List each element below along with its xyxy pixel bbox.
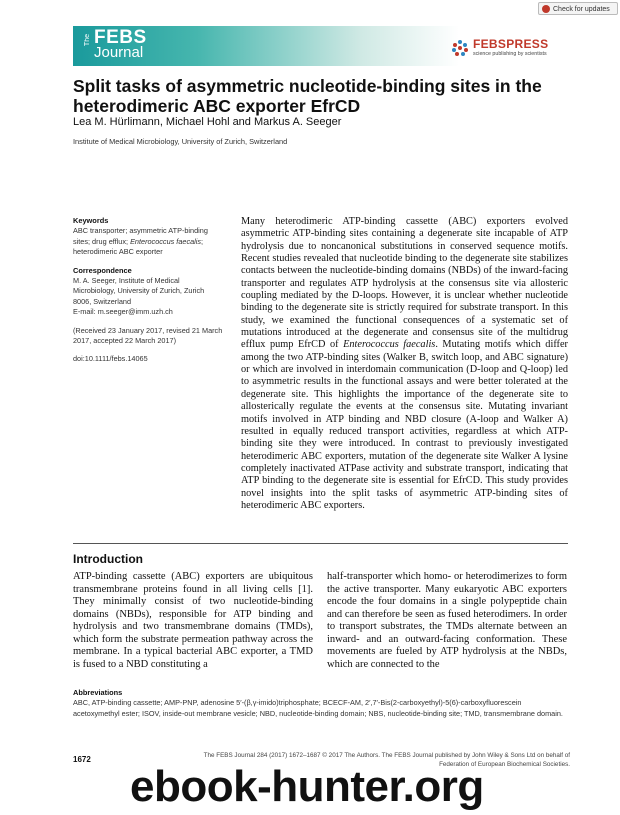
keywords-text-end: ; heterodimeric ABC exporter: [73, 236, 204, 257]
febs-press-tagline: science publishing by scientists: [473, 51, 547, 57]
logo-the: The: [84, 34, 91, 47]
correspondence-address: M. A. Seeger, Institute of Medical Microbiology, University of Zurich, Zurich 8006, Switzerland: [73, 276, 205, 306]
abbreviations-heading: Abbreviations: [73, 688, 123, 697]
footer-line-1: The FEBS Journal 284 (2017) 1672–1687 © 2017 The Authors. The FEBS Journal published by John Wiley & Sons Ltd on behalf of: [203, 752, 570, 759]
received-dates: (Received 23 January 2017, revised 21 March 2017, accepted 22 March 2017): [73, 325, 223, 346]
abstract-species: Enterococcus faecalis: [343, 339, 436, 351]
introduction-heading: Introduction: [73, 552, 143, 566]
author-list: Lea M. Hürlimann, Michael Hohl and Markus A. Seeger: [73, 116, 342, 128]
abstract-text-cont: . Mutating motifs which differ among the two ATP-binding sites (Walker B, switch loop, and ABC signature) or which are involved in interdomain communication (D-loop and Q-loop) led to asymmetric results in the functional assays and were better tolerated at the degenerate site. This highlights the importance of the degenerate site to allosterically regulate the events at the consensus site. Mutating invariant motifs involved in ATP binding and NBD closure (A-loop and Walker A) resulted in equally reduced transport activities, regardless at which ATP-binding site they were introduced. In contrast to previously investigated heterodimeric ABC exporters, mutation of the degenerate site Walker A lysine completely inactivated ATPase activity and substrate transport, indicating that ATP binding to the degenerate site is essential for EfrCD. This study provides novel insights into the split tasks of asymmetric ATP-binding sites of heterodimeric ABC exporters.: [241, 339, 568, 511]
logo-journal: Journal: [94, 44, 144, 61]
introduction-column-right: half-transporter which homo- or heterodimerizes to form the active transporter. Many eukaryotic ABC exporters encode the four domains in a single polypeptide chain and can therefore be seen as fused heterodimers. In order to transport substrates, the TMDs alternate between an inward- and an outward-facing conformation. These movements are fueled by ATP hydrolysis at the NBDs, which are connected to the: [327, 571, 567, 670]
page-number: 1672: [73, 755, 91, 764]
keywords-list: [73, 226, 223, 257]
article-sidebar: [73, 216, 223, 365]
author-affiliation: Institute of Medical Microbiology, University of Zurich, Switzerland: [73, 137, 288, 146]
watermark: ebook-hunter.org: [130, 762, 484, 811]
article-title: Split tasks of asymmetric nucleotide-binding sites in the heterodimeric ABC exporter EfrCD: [73, 76, 542, 116]
febs-press-logo: [450, 36, 568, 62]
abbreviations-block: [73, 688, 568, 719]
logo-febs: FEBS: [94, 27, 147, 48]
keywords-species: Enterococcus faecalis: [130, 236, 202, 246]
febs-press-name: FEBSPRESS: [473, 37, 549, 51]
abstract-text: Many heterodimeric ATP-binding cassette (ABC) exporters evolved asymmetric ATP-binding sites containing a degenerate site incapable of ATP hydrolysis due to noncanonical substitutions in conserved sequence motifs. Recent studies revealed that nucleotide binding to the degenerate site stabilizes contacts between the nucleotide-binding domains (NBDs) of the inward-facing transporter and regulates ATP hydrolysis at the consensus site via allosteric coupling mediated by the D-loops. However, it is unclear whether nucleotide binding to the degenerate site is strictly required for substrate transport. In this study, we examined the functional consequences of a systematic set of mutations introduced at the degenerate and consensus site of the multidrug efflux pump EfrCD of: [241, 216, 568, 351]
correspondence-email[interactable]: E-mail: m.seeger@imm.uzh.ch: [73, 307, 173, 317]
doi-link[interactable]: doi:10.1111/febs.14065: [73, 354, 148, 364]
check-for-updates-label: Check for updates: [553, 6, 610, 13]
abstract: [241, 216, 568, 512]
check-for-updates-badge[interactable]: [538, 2, 618, 15]
footer-line-2: Federation of European Biochemical Societies.: [439, 760, 570, 768]
introduction-column-left: ATP-binding cassette (ABC) exporters are ubiquitous transmembrane proteins found in all living cells [1]. They minimally consist of two nucleotide-binding domains (NBDs), responsible for ATP binding and hydrolysis and two transmembrane domains (TMDs), which form the substrate permeation pathway across the membrane. In a typical bacterial ABC exporter, a TMD is fused to a NBD constituting a: [73, 571, 313, 670]
keywords-text: ABC transporter; asymmetric ATP-binding sites; drug efflux;: [73, 226, 208, 246]
update-icon: [542, 5, 550, 13]
keywords-heading: Keywords: [73, 216, 109, 225]
febs-press-dots-icon: [450, 38, 470, 58]
abbreviations-text: ABC, ATP-binding cassette; AMP-PNP, adenosine 5′-(β,γ-imido)triphosphate; BCECF-AM, 2′,7′-Bis(2-carboxyethyl)-5(6)-carboxyfluorescein acetoxymethyl ester; ISOV, inside-out membrane vesicle; NBD, nucleotide-binding domain; NBS, nucleotide-binding site; TMD, transmembrane domain.: [73, 698, 563, 718]
correspondence-heading: Correspondence: [73, 265, 132, 275]
section-divider: [73, 543, 568, 544]
